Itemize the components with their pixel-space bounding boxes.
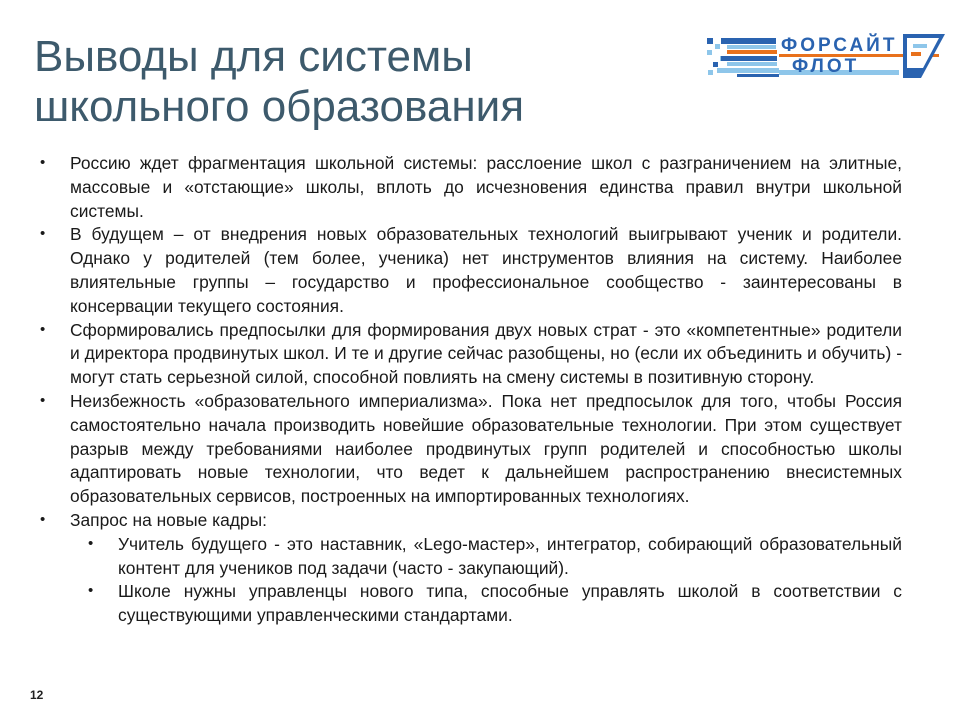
forsight-flot-logo (707, 34, 945, 80)
sub-list-item-text: Школе нужны управленцы нового типа, способные управлять школой в соответствии с существующими управленческими стандартами. (118, 581, 902, 626)
bullet-icon: • (40, 154, 46, 171)
list-item (40, 509, 902, 533)
bullet-icon: • (88, 534, 94, 552)
bullet-list (40, 152, 902, 628)
bullet-icon: • (40, 510, 46, 528)
list-item (40, 390, 902, 509)
list-item-text: Сформировались предпосылки для формирования двух новых страт - это «компетентные» родители и директора продвинутых школ. И те и другие сейчас разобщены, но (если их объединить и обучить) - могут стать серьезной силой, способной повлиять на смену системы в позитивную сторону. (70, 319, 902, 388)
bullet-icon: • (40, 391, 46, 409)
list-item (40, 152, 902, 223)
logo-text-forsight: ФОРСАЙТ (781, 35, 898, 56)
logo-text-flot: ФЛОТ (792, 56, 860, 77)
list-item (40, 319, 902, 390)
sub-list-item (40, 580, 902, 628)
list-item (40, 223, 902, 318)
title-line-1: Выводы для системы (34, 32, 473, 81)
list-item-text: В будущем – от внедрения новых образовательных технологий выигрывают ученик и родители. Однако у родителей (тем более, ученика) нет инструментов влияния на систему. Наиболее влиятельные группы – государство и профессиональное сообщество - заинтересованы в консервации текущего состояния. (70, 224, 902, 316)
bullet-icon: • (40, 320, 46, 338)
title-line-2: школьного образования (34, 82, 525, 131)
sub-list-item-text: Учитель будущего - это наставник, «Lego-мастер», интегратор, собирающий образовательный контент для учеников под задачи (часто - закупающий). (118, 533, 902, 578)
bullet-icon: • (88, 582, 94, 600)
list-item-text: Запрос на новые кадры: (70, 509, 267, 530)
list-item-text: Неизбежность «образовательного империализма». Пока нет предпосылок для того, чтобы Россия самостоятельно начала производить новейшие образовательные технологии. При этом существует разрыв между требованиями наиболее продвинутых групп родителей и способностью школы адаптировать новые технологии, что ведет к дальнейшем распространению внесистемных образовательных сервисов, построенных на импортированных технологиях. (70, 390, 902, 507)
list-item-text: Россию ждет фрагментация школьной системы: расслоение школ с разграничением на элитные, массовые и «отстающие» школы, вплоть до исчезновения единства правил внутри школьной системы. (70, 153, 902, 221)
slide-title (34, 32, 654, 132)
sub-list-item (40, 533, 902, 581)
bullet-icon: • (40, 225, 46, 243)
page-number: 12 (30, 688, 44, 702)
